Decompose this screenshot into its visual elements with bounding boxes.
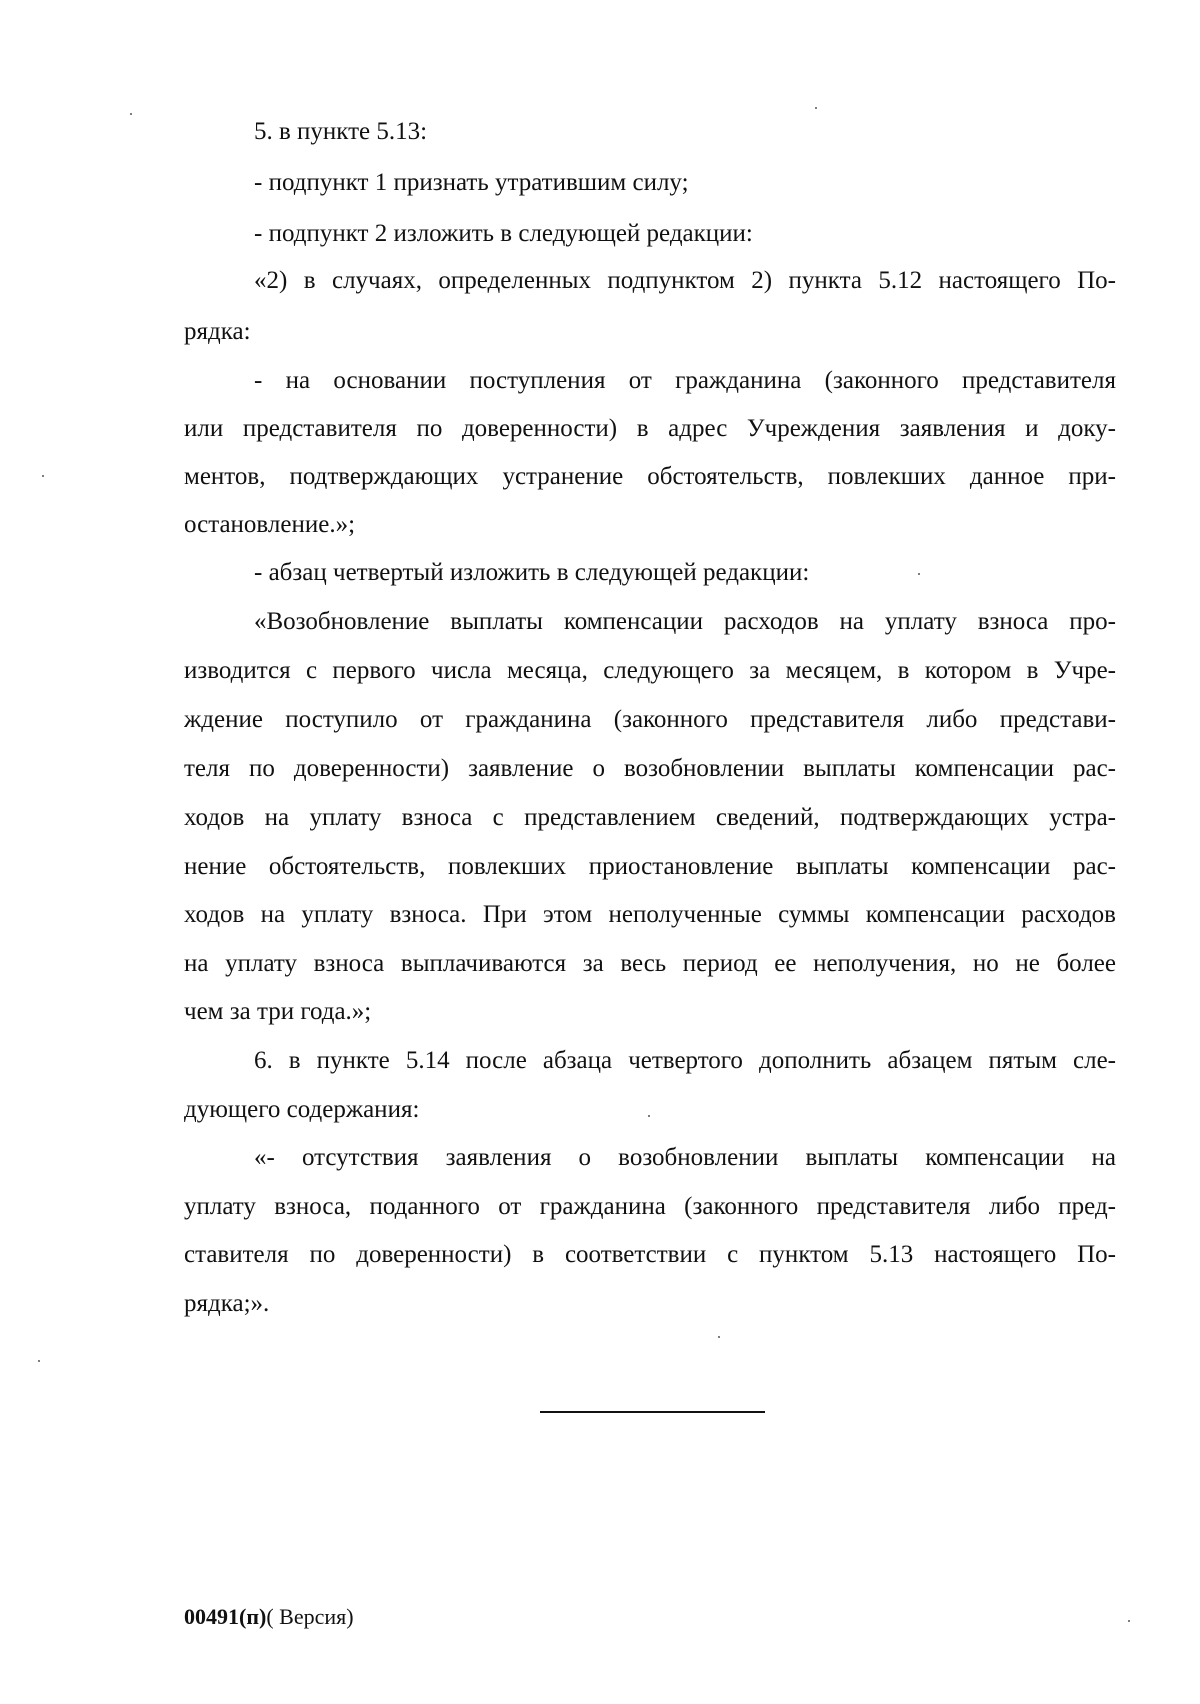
scan-speck (130, 113, 132, 115)
scan-speck (38, 1360, 40, 1362)
scan-speck (718, 1336, 720, 1338)
text-line: ставителя по доверенности) в соответствии с пунктом 5.13 настоящего По- (184, 1241, 1116, 1268)
page-bottom-edge (0, 1694, 1200, 1704)
text-line: чем за три года.»; (184, 998, 372, 1025)
text-line: ждение поступило от гражданина (законного представителя либо представи- (184, 706, 1116, 733)
text-line: уплату взноса, поданного от гражданина (законного представителя либо пред- (184, 1193, 1116, 1220)
text-line: ментов, подтверждающих устранение обстоятельств, повлекших данное при- (184, 463, 1116, 490)
text-line: «2) в случаях, определенных подпунктом 2) пункта 5.12 настоящего По- (254, 267, 1116, 294)
text-line: «Возобновление выплаты компенсации расходов на уплату взноса про- (254, 608, 1116, 635)
footer-version (184, 1604, 354, 1630)
text-line: рядка;». (184, 1290, 270, 1317)
text-line: «- отсутствия заявления о возобновлении выплаты компенсации на (254, 1144, 1116, 1171)
text-line: остановление.»; (184, 511, 356, 538)
text-line: нение обстоятельств, повлекших приостановление выплаты компенсации рас- (184, 853, 1116, 880)
scan-speck (918, 573, 920, 575)
text-line: дующего содержания: (184, 1096, 420, 1123)
text-line: - абзац четвертый изложить в следующей редакции: (254, 559, 810, 586)
text-line: 5. в пункте 5.13: (254, 118, 428, 145)
text-line: - подпункт 2 изложить в следующей редакции: (254, 220, 753, 247)
scan-speck (815, 107, 817, 109)
text-line: 6. в пункте 5.14 после абзаца четвертого дополнить абзацем пятым сле- (254, 1047, 1116, 1074)
text-line: на уплату взноса выплачиваются за весь период ее неполучения, но не более (184, 950, 1116, 977)
scan-speck (648, 1115, 650, 1117)
text-line: ходов на уплату взноса с представлением сведений, подтверждающих устра- (184, 804, 1116, 831)
separator-rule (540, 1411, 765, 1413)
text-line: ходов на уплату взноса. При этом неполученные суммы компенсации расходов (184, 901, 1116, 928)
text-line: или представителя по доверенности) в адрес Учреждения заявления и доку- (184, 415, 1116, 442)
text-line: - подпункт 1 признать утратившим силу; (254, 169, 689, 196)
version-label: ( Версия) (266, 1604, 354, 1629)
scan-speck (42, 475, 44, 477)
text-line: изводится с первого числа месяца, следующего за месяцем, в котором в Учре- (184, 657, 1116, 684)
scan-speck (1128, 1620, 1130, 1622)
document-code: 00491(п) (184, 1604, 267, 1629)
text-line: теля по доверенности) заявление о возобновлении выплаты компенсации рас- (184, 755, 1116, 782)
text-line: рядка: (184, 318, 251, 345)
text-line: - на основании поступления от гражданина (законного представителя (254, 367, 1116, 394)
